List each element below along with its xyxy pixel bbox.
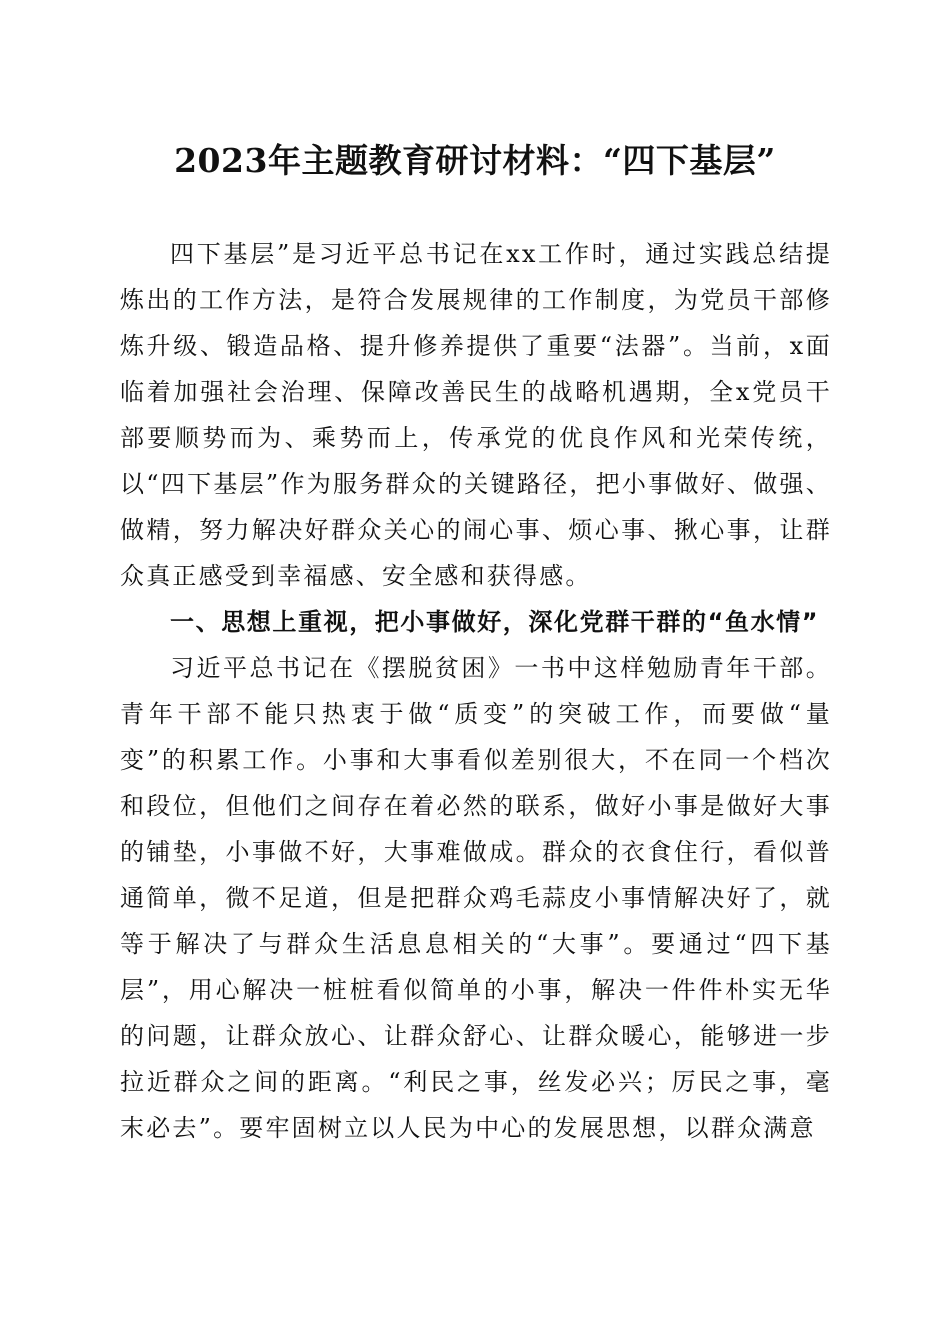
section-paragraph: 习近平总书记在《摆脱贫困》一书中这样勉励青年干部。青年干部不能只热衷于做“质变”的突破工作，而要做“量变”的积累工作。小事和大事看似差别很大，不在同一个档次和段位，但他们之间存在着必然的联系，做好小事是做好大事的铺垫，小事做不好，大事难做成。群众的衣食住行，看似普通简单，微不足道，但是把群众鸡毛蒜皮小事情解决好了，就等于解决了与群众生活息息相关的“大事”。要通过“四下基层”，用心解决一桩桩看似简单的小事，解决一件件朴实无华的问题，让群众放心、让群众舒心、让群众暖心，能够进一步拉近群众之间的距离。“利民之事，丝发必兴；厉民之事，毫末必去”。要牢固树立以人民为中心的发展思想，以群众满意 (120, 654, 832, 1142)
section-heading: 一、思想上重视，把小事做好，深化党群干群的“鱼水情” (170, 608, 820, 636)
document-body (120, 231, 832, 1151)
document-title: 2023年主题教育研讨材料：“四下基层” (174, 141, 776, 180)
intro-paragraph: 四下基层”是习近平总书记在xx工作时，通过实践总结提炼出的工作方法，是符合发展规律的工作制度，为党员干部修炼升级、锻造品格、提升修养提供了重要“法器”。当前，x面临着加强社会治理、保障改善民生的战略机遇期，全x党员干部要顺势而为、乘势而上，传承党的优良作风和光荣传统，以“四下基层”作为服务群众的关键路径，把小事做好、做强、做精，努力解决好群众关心的闹心事、烦心事、揪心事，让群众真正感受到幸福感、安全感和获得感。 (120, 240, 832, 590)
